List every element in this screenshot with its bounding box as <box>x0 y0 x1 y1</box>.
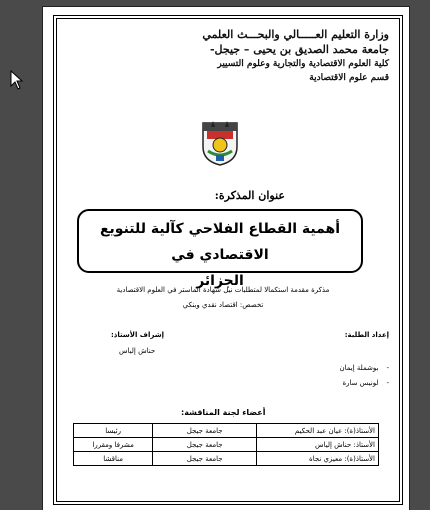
member-role: مشرفا ومقررا <box>74 438 153 452</box>
member-name: الأستاذ: حناش إلياس <box>257 438 379 452</box>
document-page <box>42 6 410 510</box>
department-name: قسم علوم الاقتصادية <box>309 73 389 83</box>
institution-header <box>69 27 389 85</box>
mouse-pointer-icon <box>10 70 24 90</box>
supervisor-label: إشراف الأستاذ: <box>111 331 164 339</box>
member-university: جامعة جيجل <box>153 424 257 438</box>
list-item: -لونيس سارة <box>342 379 389 387</box>
students-list <box>339 361 389 391</box>
list-item: -بوشملة إيمان <box>339 364 389 372</box>
memo-title-line1: أهمية القطاع الفلاحي كآلية للتنويع الاقتصادي في <box>99 221 341 263</box>
supervisor-name: حناش إلياس <box>119 347 156 355</box>
committee-table <box>73 423 379 466</box>
memo-specialty: تخصص: اقتصاد نقدي وبنكي <box>182 301 264 309</box>
table-row <box>74 438 379 452</box>
faculty-name: كلية العلوم الاقتصادية والتجارية وعلوم التسيير <box>217 59 389 69</box>
memo-title-line2: الجزائر <box>196 273 244 289</box>
university-name: جامعة محمد الصديق بن يحيى – جيجل- <box>209 43 389 56</box>
member-role: رئيسا <box>74 424 153 438</box>
member-name: الأستاذ(ة): عيان عبد الحكيم <box>257 424 379 438</box>
memo-title-box <box>77 209 363 289</box>
table-row <box>74 424 379 438</box>
committee-label: أعضاء لجنة المناقشة: <box>181 408 266 417</box>
member-university: جامعة جيجل <box>153 438 257 452</box>
table-row <box>74 452 379 466</box>
memo-title-label: عنوان المذكرة: <box>214 189 285 202</box>
member-name: الأستاذ(ة): معيزي نجاة <box>257 452 379 466</box>
member-university: جامعة جيجل <box>153 452 257 466</box>
university-emblem-icon <box>195 117 245 167</box>
member-role: مناقشا <box>74 452 153 466</box>
ministry-name: وزارة التعليم العـــــالي والبحـــث العلمي <box>202 28 389 41</box>
memo-purpose: مذكرة مقدمة استكمالا لمتطلبات نيل شهادة الماستر في العلوم الاقتصادية <box>116 286 330 294</box>
students-label: إعداد الطلبة: <box>344 331 389 339</box>
